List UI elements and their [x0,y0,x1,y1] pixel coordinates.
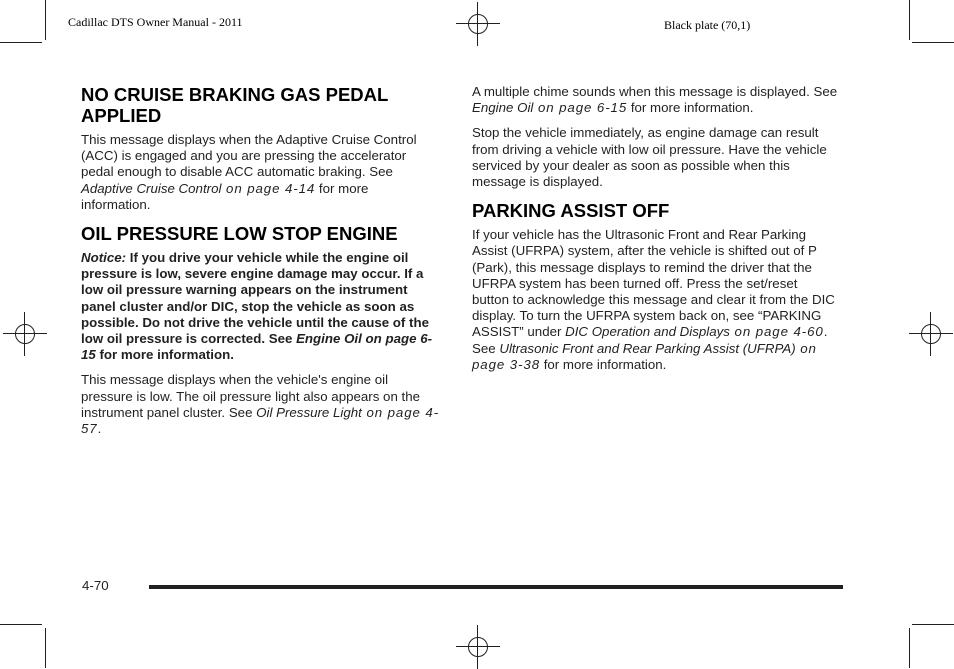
registration-mark-icon [3,312,47,356]
section-body-parking-assist-off: If your vehicle has the Ultrasonic Front and Rear Parking Assist (UFRPA) system, after the vehicle is shifted out of P (Park), this message displays to remind the driver that the UFRPA system has been turned off. Press the set/reset button to acknowledge this message and clear it from the DIC display. To turn the UFRPA system back on, see “PARKING ASSIST” under DIC Operation and Displays on page 4-60. See Ultrasonic Front and Rear Parking Assist (UFRPA) on page 3-38 for more information. [472,227,835,372]
right-column [472,84,838,382]
crop-mark [909,628,910,668]
section-heading-no-cruise-braking: NO CRUISE BRAKING GAS PEDAL APPLIED [81,84,388,126]
crop-mark [912,42,954,43]
page-number: 4-70 [82,578,109,593]
crop-mark [0,42,42,43]
notice-label: Notice: [81,250,127,266]
registration-mark-icon [456,2,500,46]
registration-mark-icon [909,312,953,356]
paragraph-chime: A multiple chime sounds when this message is displayed. See Engine Oil on page 6-15 for more information. [472,84,838,116]
crop-mark [0,624,42,625]
header-manual-title: Cadillac DTS Owner Manual - 2011 [68,15,243,29]
cross-reference-link[interactable]: DIC Operation and Displays on page 4-60 [565,324,824,340]
paragraph-stop-vehicle: Stop the vehicle immediately, as engine damage can result from driving a vehicle with low oil pressure. Have the vehicle serviced by your dealer as soon as possible when this message is displayed. [472,125,827,190]
crop-mark [912,624,954,625]
footer-rule [149,585,843,589]
section-heading-oil-pressure-low: OIL PRESSURE LOW STOP ENGINE [81,223,398,245]
crop-mark [45,628,46,668]
cross-reference-link[interactable]: Adaptive Cruise Control on page 4-14 [81,180,316,196]
header-plate-label: Black plate (70,1) [664,18,751,32]
section-heading-parking-assist-off: PARKING ASSIST OFF [472,200,670,222]
crop-mark [45,0,46,40]
cross-reference-link[interactable]: Oil Pressure Light on page 4-57 [81,404,440,437]
left-column [81,84,441,446]
notice-paragraph: Notice: If you drive your vehicle while the engine oil pressure is low, severe engine damage may occur. If a low oil pressure warning appears on the instrument panel cluster and/or DIC, stop the vehicle as soon as possible. Do not drive the vehicle until the cause of the low oil pressure is corrected. See Engine Oil on page 6-15 for more information. [81,250,433,363]
section-body-oil-pressure-low: This message displays when the vehicle's engine oil pressure is low. The oil pressure light also appears on the instrument panel cluster. See Oil Pressure Light on page 4-57. [81,372,440,437]
cross-reference-link[interactable]: Engine Oil on page 6-15 [81,331,433,363]
registration-mark-icon [456,625,500,669]
crop-mark [909,0,910,40]
cross-reference-link[interactable]: Engine Oil on page 6-15 [472,100,628,116]
cross-reference-link[interactable]: Ultrasonic Front and Rear Parking Assist (UFRPA) on page 3-38 [472,340,817,372]
section-body-no-cruise-braking: This message displays when the Adaptive Cruise Control (ACC) is engaged and you are pressing the accelerator pedal enough to disable ACC automatic braking. See Adaptive Cruise Control on page 4-14 for more information. [81,132,417,212]
